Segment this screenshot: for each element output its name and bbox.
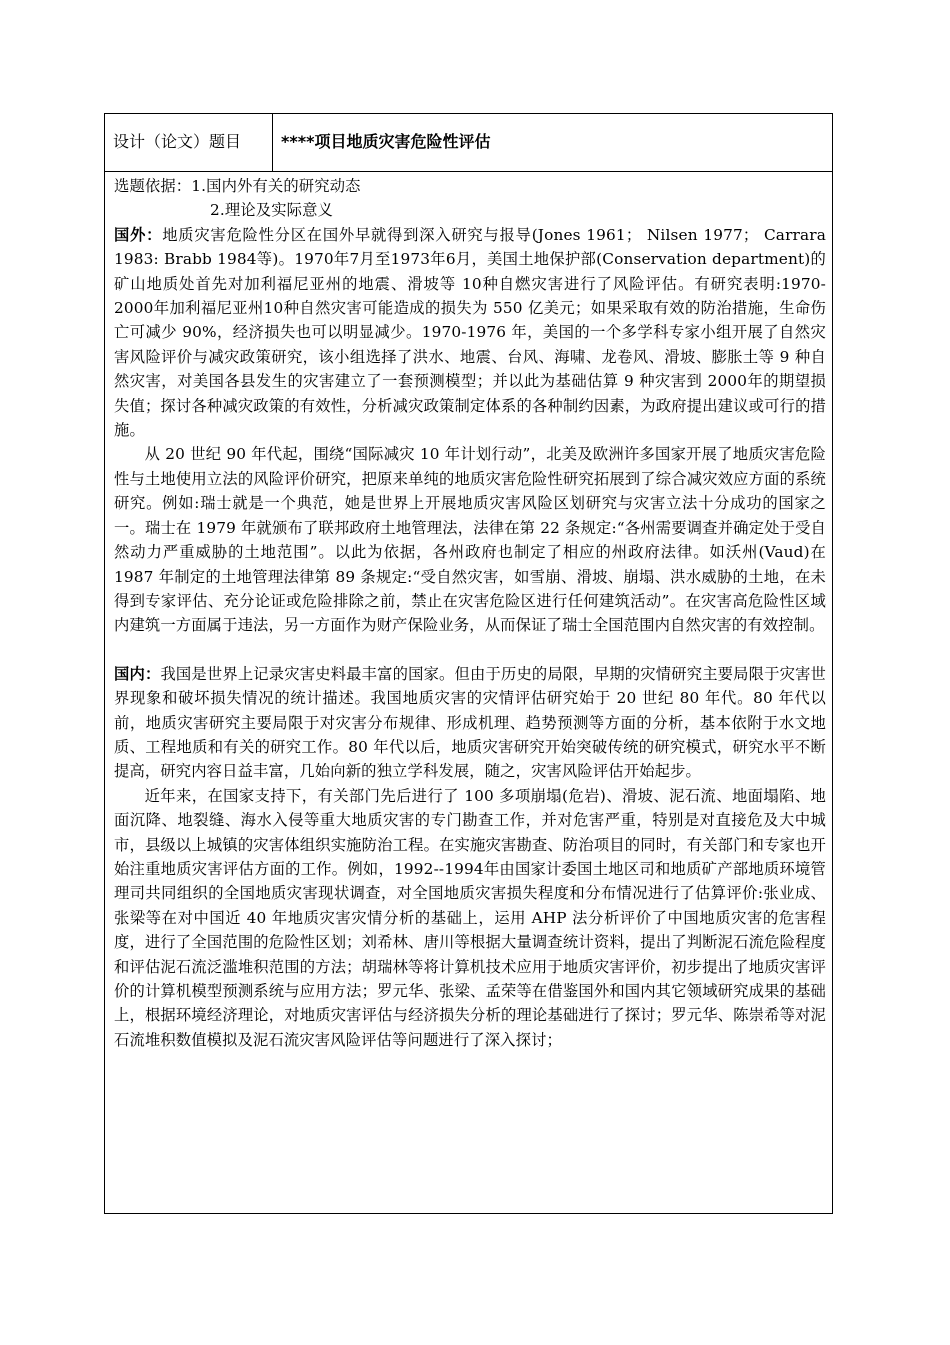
foreign-paragraph-2: 从 20 世纪 90 年代起，围绕“国际减灾 10 年计划行动”，北美及欧洲许多国家开展了地质灾害危险性与土地使用立法的风险评价研究，把原来单纯的地质灾害危险性研究拓展到了综合减灾效应方面的系统研究。例如:瑞士就是一个典范，她是世界上开展地质灾害风险区划研究与灾害立法十分成功的国家之一。瑞士在 1979 年就颁布了联邦政府土地管理法，法律在第 22 条规定:“各州需要调查并确定处于受自然动力严重威胁的土地范围”。以此为依据，各州政府也制定了相应的州政府法律。如沃州(Vaud)在 1987 年制定的土地管理法律第 89 条规定:“受自然灾害，如雪崩、滑坡、崩塌、洪水威胁的土地，在未得到专家评估、充分论证或危险排除之前，禁止在灾害危险区进行任何建筑活动”。在灾害高危险性区域内建筑一方面属于违法，另一方面作为财产保险业务，从而保证了瑞士全国范围内自然灾害的有效控制。 [114, 445, 826, 635]
foreign-paragraph-1 [114, 223, 826, 443]
title-label: 设计（论文）题目 [105, 114, 273, 171]
content-cell [114, 174, 826, 1052]
section-spacer [114, 638, 826, 662]
domestic-lead: 国内： [114, 664, 161, 683]
proposal-form-table [104, 113, 833, 1214]
thesis-title: ****项目地质灾害危险性评估 [281, 132, 491, 151]
domestic-text-1: 我国是世界上记录灾害史料最丰富的国家。但由于历史的局限，早期的灾情研究主要局限于灾害世界现象和破坏损失情况的统计描述。我国地质灾害的灾情评估研究始于 20 世纪 80 年代。80 年代以前，地质灾害研究主要局限于对灾害分布规律、形成机理、趋势预测等方面的分析，基本依附于水文地质、工程地质和有关的研究工作。80 年代以后，地质灾害研究开始突破传统的研究模式，研究水平不断提高，研究内容日益丰富，几始向新的独立学科发展，随之，灾害风险评估开始起步。 [114, 664, 826, 781]
foreign-lead: 国外： [114, 225, 163, 244]
domestic-paragraph-2: 近年来，在国家支持下，有关部门先后进行了 100 多项崩塌(危岩)、滑坡、泥石流、地面塌陷、地面沉降、地裂缝、海水入侵等重大地质灾害的专门勘查工作，并对危害严重，特别是对直接危及大中城市，县级以上城镇的灾害体组织实施防治工程。在实施灾害勘查、防治项目的同时，有关部门和专家也开始注重地质灾害评估方面的工作。例如，1992--1994年由国家计委国土地区司和地质矿产部地质环境管理司共同组织的全国地质灾害现状调查，对全国地质灾害损失程度和分布情况进行了估算评价:张业成、张梁等在对中国近 40 年地质灾害灾情分析的基础上，运用 AHP 法分析评价了中国地质灾害的危害程度，进行了全国范围的危险性区划；刘希林、唐川等根据大量调查统计资料，提出了判断泥石流危险程度和评估泥石流泛滥堆积范围的方法；胡瑞林等将计算机技术应用于地质灾害评价，初步提出了地质灾害评价的计算机模型预测系统与应用方法；罗元华、张梁、孟荣等在借鉴国外和国内其它领域研究成果的基础上，根据环境经济理论，对地质灾害评估与经济损失分析的理论基础进行了探讨；罗元华、陈崇希等对泥石流堆积数值模拟及泥石流灾害风险评估等问题进行了深入探讨； [114, 786, 826, 1049]
domestic-paragraph-1 [114, 662, 826, 784]
foreign-text-1: 地质灾害危险性分区在国外早就得到深入研究与报导(Jones 1961； Nilsen 1977； Carrara 1983: Brabb 1984等)。1970年7月至1973年6月，美国土地保护部(Conservation department)的矿山地质处首先对加利福尼亚州的地震、滑坡等 10种自燃灾害进行了风险评估。有研究表明:1970- 2000年加利福尼亚州10种自然灾害可能造成的损失为 550 亿美元；如果采取有效的防治措施，生命伤亡可减少 90%，经济损失也可以明显减少。1970-1976 年，美国的一个多学科专家小组开展了自然灾害风险评价与减灾政策研究，该小组选择了洪水、地震、台风、海啸、龙卷风、滑坡、膨胀土等 9 种自然灾害，对美国各县发生的灾害建立了一套预测模型；并以此为基础估算 9 种灾害到 2000年的期望损失值；探讨各种减灾政策的有效性，分析减灾政策制定体系的各种制约因素，为政府提出建议或可行的措施。 [114, 225, 827, 440]
basis-item-2: 2.理论及实际意义 [210, 201, 334, 220]
title-row [105, 114, 832, 172]
basis-heading: 选题依据：1.国内外有关的研究动态 [114, 177, 361, 195]
